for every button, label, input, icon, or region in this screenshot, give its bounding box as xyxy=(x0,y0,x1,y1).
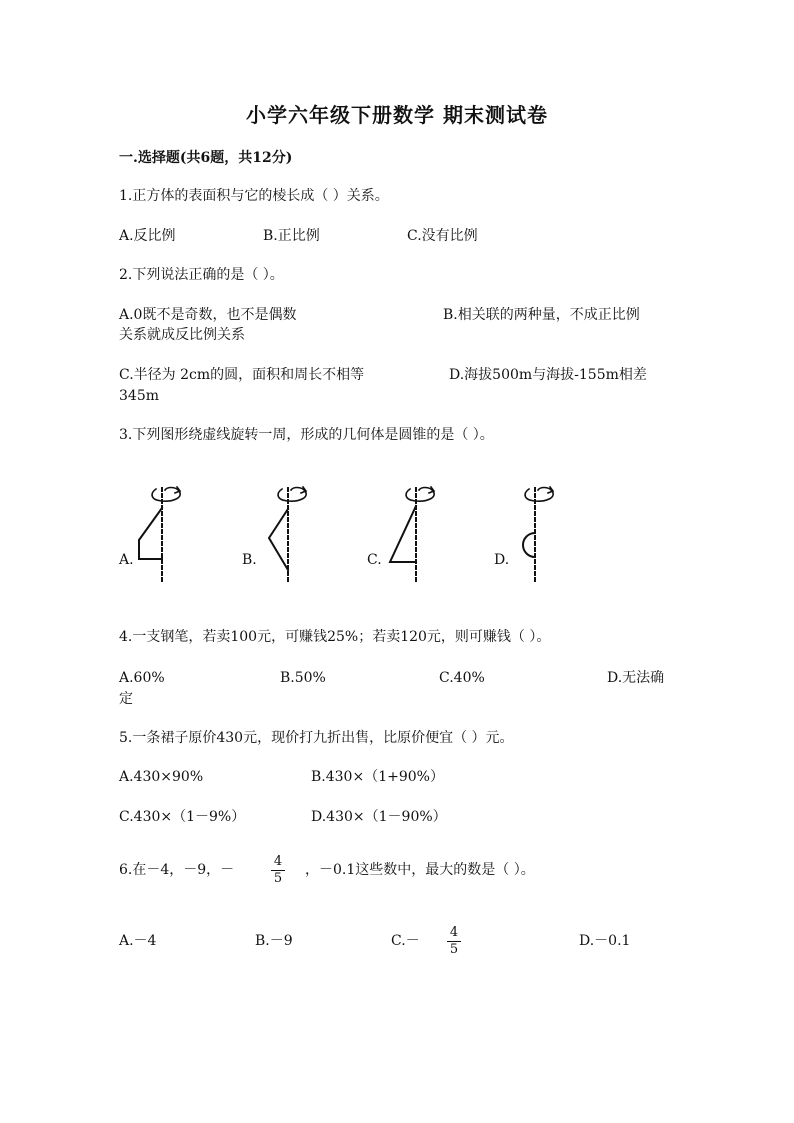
question-4-option-c[interactable]: C.40% xyxy=(439,670,485,686)
question-6-stem-start: 6.在－4，－9，－ xyxy=(119,862,235,878)
question-6-stem-end: ，－0.1这些数中，最大的数是（ ）。 xyxy=(305,862,535,878)
question-1-option-a[interactable]: A.反比例 xyxy=(119,228,176,244)
question-5-option-c[interactable]: C.430×（1－9%） xyxy=(119,809,246,825)
fraction-denominator: 5 xyxy=(273,871,283,886)
page-title: 小学六年级下册数学 期末测试卷 xyxy=(246,103,548,127)
fraction-denominator: 5 xyxy=(449,942,459,957)
question-1-option-c[interactable]: C.没有比例 xyxy=(407,228,478,244)
question-3-option-c[interactable]: C. xyxy=(367,552,382,568)
figure-c-shape xyxy=(390,487,434,582)
question-2-option-d-cont: 345m xyxy=(119,388,159,404)
question-3-option-b[interactable]: B. xyxy=(242,552,257,568)
question-6-option-d[interactable]: D.－0.1 xyxy=(579,933,631,949)
question-2-stem: 2.下列说法正确的是（ ）。 xyxy=(119,267,284,283)
question-2-option-b[interactable]: B.相关联的两种量，不成正比例 xyxy=(443,307,640,323)
question-2-option-d[interactable]: D.海拔500m与海拔-155m相差 xyxy=(449,367,647,383)
fraction-numerator: 4 xyxy=(449,925,459,940)
question-6-fraction xyxy=(271,855,285,886)
question-6-option-a[interactable]: A.－4 xyxy=(119,933,157,949)
question-4-option-d-cont: 定 xyxy=(119,691,133,707)
question-4-option-a[interactable]: A.60% xyxy=(119,670,165,686)
question-6-option-c[interactable]: C.－ xyxy=(391,933,420,949)
fraction-numerator: 4 xyxy=(273,854,283,869)
question-4-option-b[interactable]: B.50% xyxy=(280,670,326,686)
question-3-option-a[interactable]: A. xyxy=(119,552,134,568)
question-6-option-c-fraction xyxy=(447,926,461,957)
figure-d-shape xyxy=(523,487,553,582)
question-5-option-a[interactable]: A.430×90% xyxy=(119,769,204,785)
figure-a-shape xyxy=(139,487,180,582)
question-3-option-d[interactable]: D. xyxy=(494,552,510,568)
question-4-option-d[interactable]: D.无法确 xyxy=(607,670,665,686)
section-heading: 一.选择题(共6题，共12分) xyxy=(119,150,293,166)
question-2-option-a[interactable]: A.0既不是奇数，也不是偶数 xyxy=(119,307,297,323)
question-1-option-b[interactable]: B.正比例 xyxy=(263,228,320,244)
figure-b-shape xyxy=(269,487,306,582)
question-5-option-b[interactable]: B.430×（1+90%） xyxy=(311,769,444,785)
question-1-stem: 1.正方体的表面积与它的棱长成（ ）关系。 xyxy=(119,188,389,204)
question-2-option-c[interactable]: C.半径为 2cm的圆，面积和周长不相等 xyxy=(119,367,365,383)
question-4-stem: 4.一支钢笔，若卖100元，可赚钱25%；若卖120元，则可赚钱（ ）。 xyxy=(119,629,551,645)
question-3-stem: 3.下列图形绕虚线旋转一周，形成的几何体是圆锥的是（ ）。 xyxy=(119,427,494,443)
question-5-stem: 5.一条裙子原价430元，现价打九折出售，比原价便宜（ ）元。 xyxy=(119,730,514,746)
question-5-option-d[interactable]: D.430×（1－90%） xyxy=(311,809,447,825)
question-6-option-b[interactable]: B.－9 xyxy=(255,933,293,949)
question-2-option-b-cont: 关系就成反比例关系 xyxy=(119,327,245,343)
